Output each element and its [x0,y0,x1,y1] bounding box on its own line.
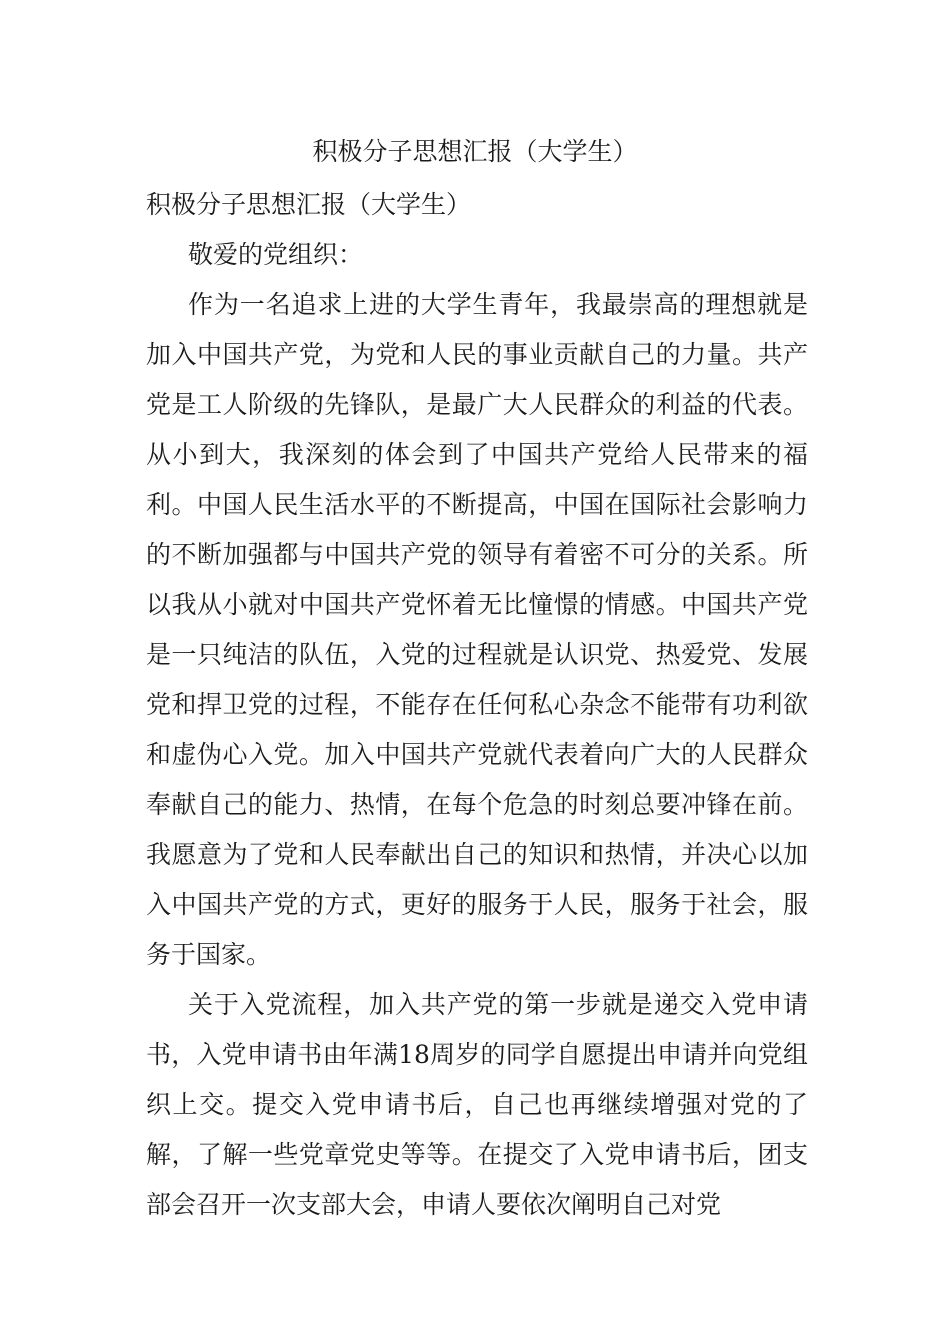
document-subtitle: 积极分子思想汇报（大学生） [146,190,472,219]
salutation: 敬爱的党组织： [188,240,364,269]
document-body [146,180,808,1230]
document-title: 积极分子思想汇报（大学生） [312,137,638,166]
paragraph-2: 关于入党流程，加入共产党的第一步就是递交入党申请书，入党申请书由年满18周岁的同学自愿提出申请并向党组织上交。提交入党申请书后，自己也再继续增强对党的了解，了解一些党章党史等等。在提交了入党申请书后，团支部会召开一次支部大会，申请人要依次阐明自己对党 [146,990,808,1219]
paragraph-1: 作为一名追求上进的大学生青年，我最崇高的理想就是加入中国共产党，为党和人民的事业贡献自己的力量。共产党是工人阶级的先锋队，是最广大人民群众的利益的代表。从小到大，我深刻的体会到了中国共产党给人民带来的福利。中国人民生活水平的不断提高，中国在国际社会影响力的不断加强都与中国共产党的领导有着密不可分的关系。所以我从小就对中国共产党怀着无比憧憬的情感。中国共产党是一只纯洁的队伍，入党的过程就是认识党、热爱党、发展党和捍卫党的过程，不能存在任何私心杂念不能带有功利欲和虚伪心入党。加入中国共产党就代表着向广大的人民群众奉献自己的能力、热情，在每个危急的时刻总要冲锋在前。我愿意为了党和人民奉献出自己的知识和热情，并决心以加入中国共产党的方式，更好的服务于人民，服务于社会，服务于国家。 [146,290,808,969]
